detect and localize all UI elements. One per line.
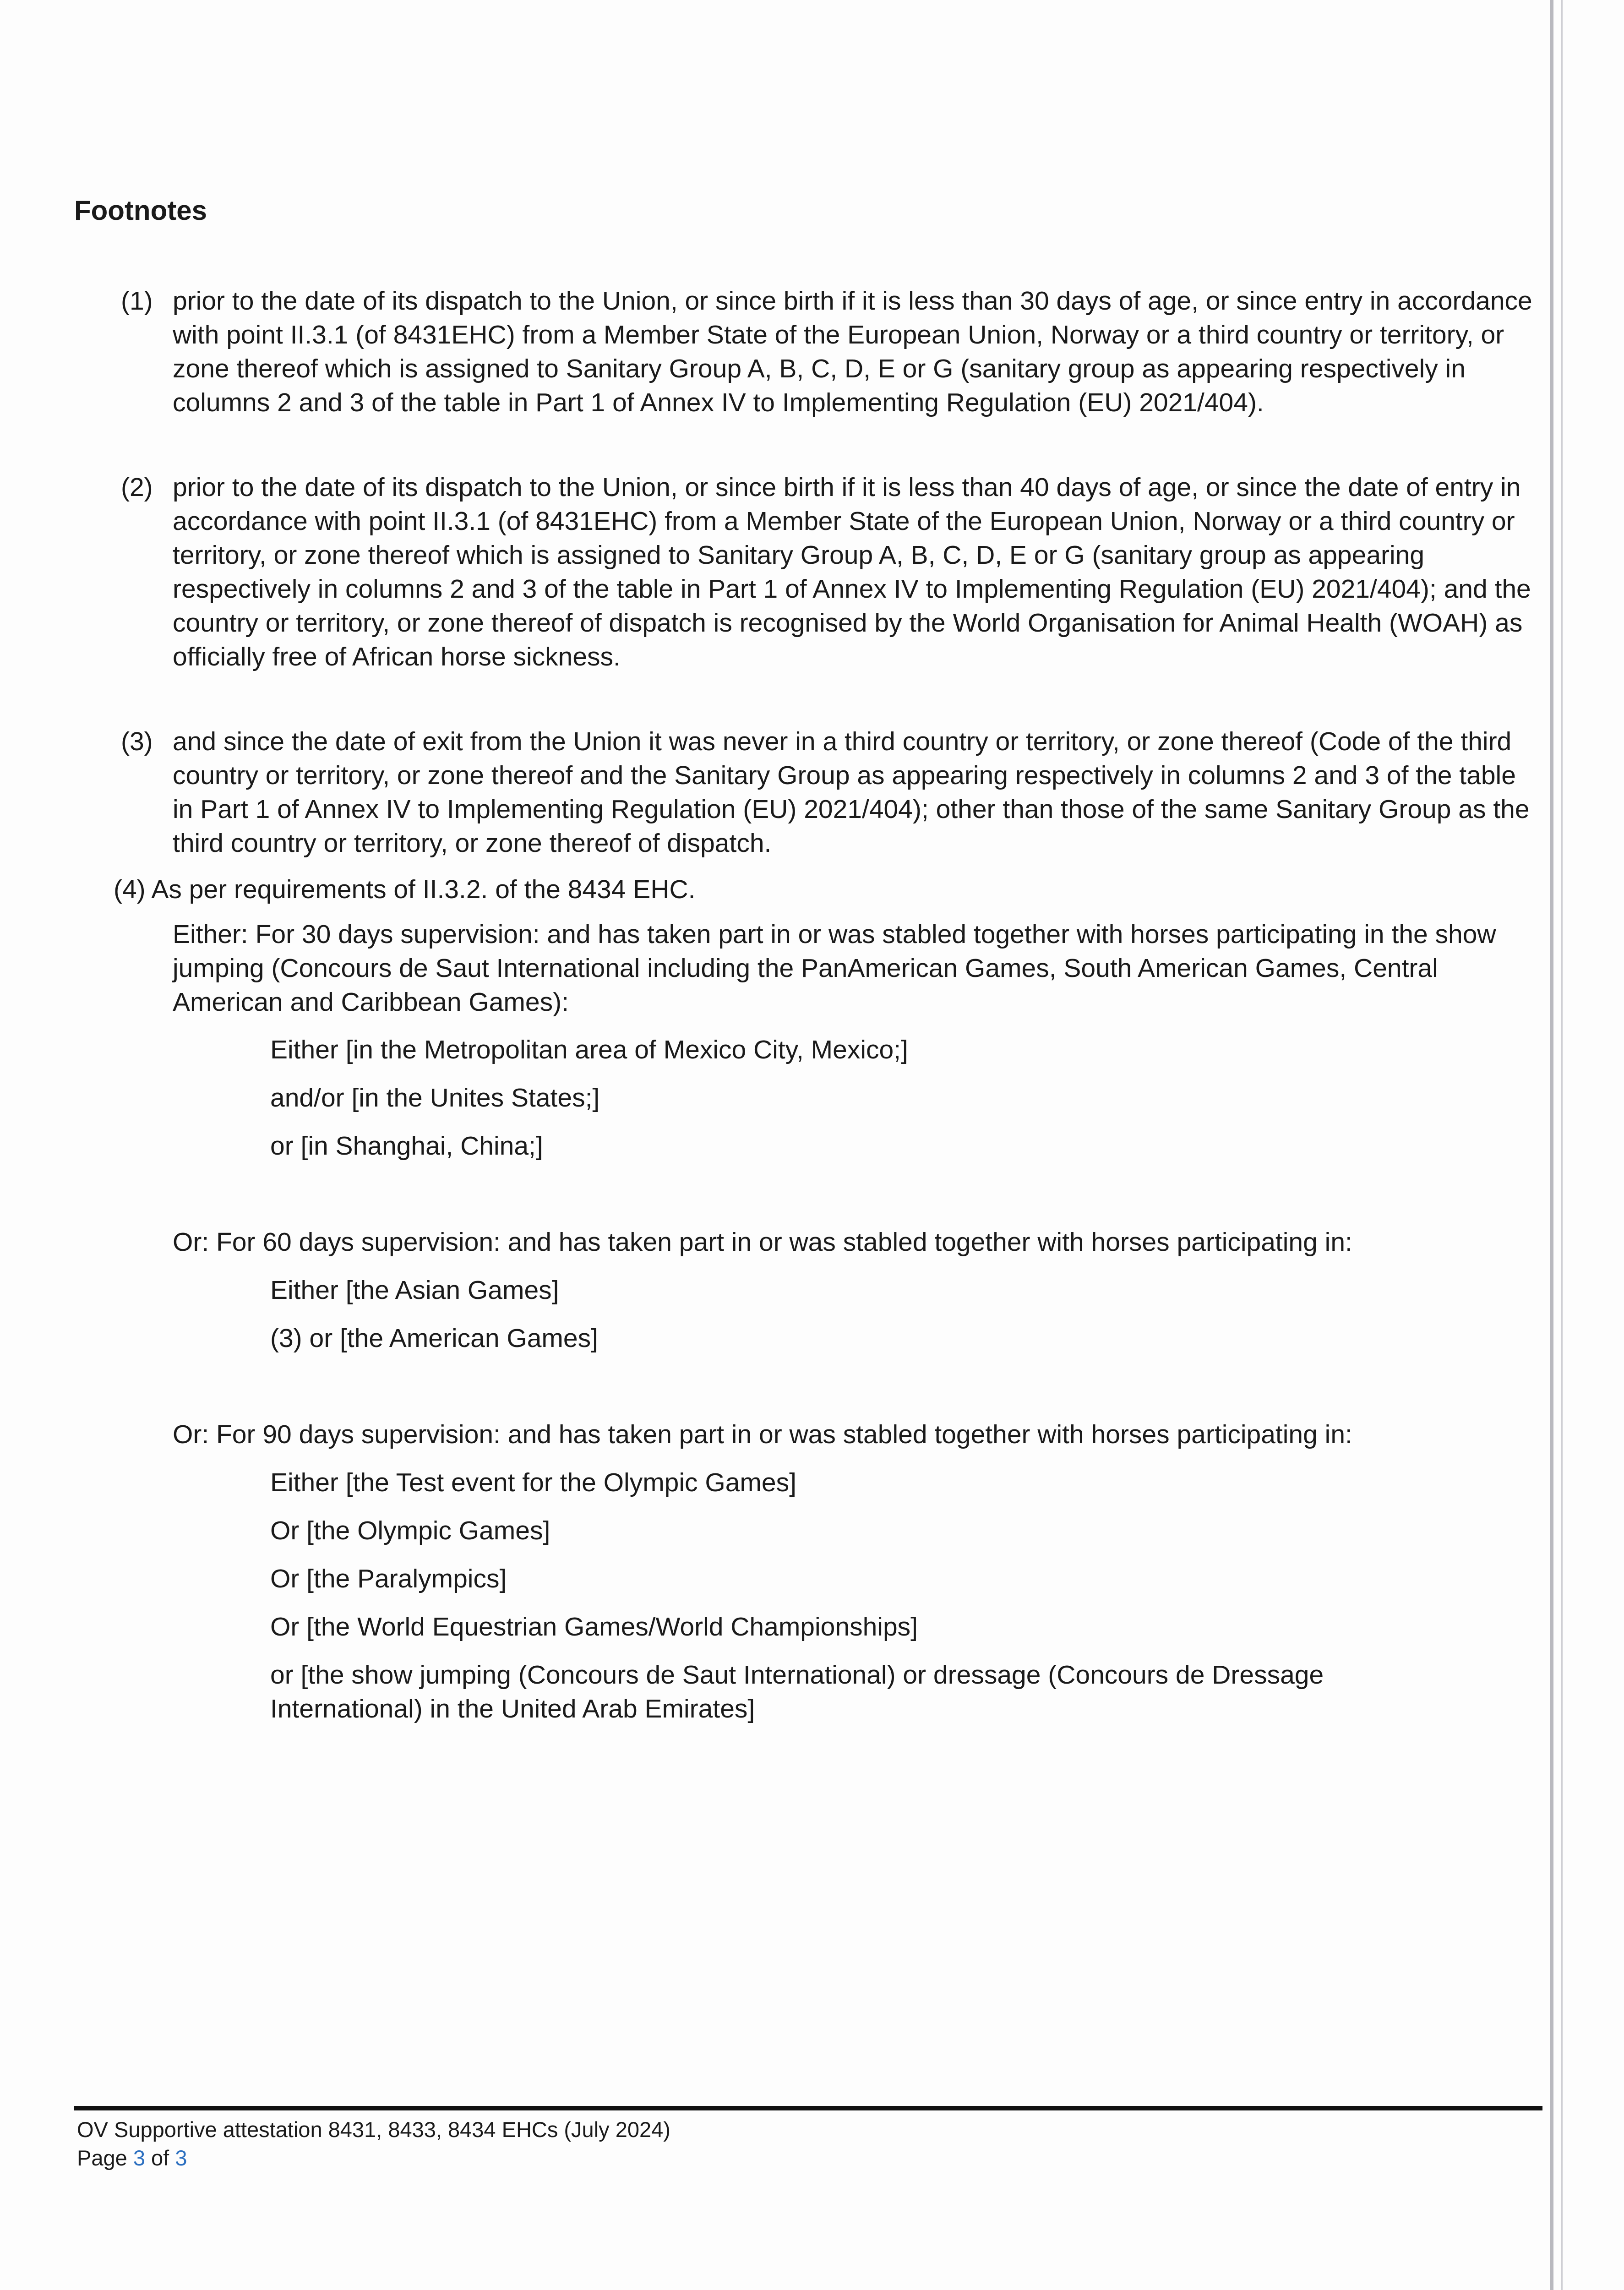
option-30-item: or [in Shanghai, China;] bbox=[270, 1131, 543, 1161]
option-90-days-text: Or: For 90 days supervision: and has taken part in or was stabled together with horses participating in: bbox=[173, 1420, 1352, 1449]
footer-document-title: OV Supportive attestation 8431, 8433, 8434 EHCs (July 2024) bbox=[77, 2117, 670, 2142]
footnote-text: and since the date of exit from the Union it was never in a third country or territory, or zone thereof (Code of the third country or territory, or zone thereof and the Sanitary Group as appearing respectively in columns 2 and 3 of the table in Part 1 of Annex IV to Implementing Regulation (EU) 2021/404); other than those of the same Sanitary Group as the third country or territory, or zone thereof of dispatch. bbox=[173, 727, 1530, 858]
footnote-marker: (2) bbox=[121, 473, 153, 502]
option-60-item: (3) or [the American Games] bbox=[270, 1324, 598, 1353]
option-90-item: or [the show jumping (Concours de Saut International) or dressage (Concours de Dressage International) in the United Arab Emirates] bbox=[270, 1660, 1324, 1723]
option-30-days-text: Either: For 30 days supervision: and has taken part in or was stabled together with horses participating in the show jumping (Concours de Saut International including the PanAmerican Games, South American Games, Central American and Caribbean Games): bbox=[173, 920, 1496, 1017]
option-30-item: and/or [in the Unites States;] bbox=[270, 1083, 600, 1112]
footnote-4-intro: (4) As per requirements of II.3.2. of the 8434 EHC. bbox=[114, 875, 696, 904]
footnote-text: prior to the date of its dispatch to the Union, or since birth if it is less than 40 days of age, or since the date of entry in accordance with point II.3.1 (of 8431EHC) from a Member State of the European Union, Norway or a third country or territory, or zone thereof which is assigned to Sanitary Group A, B, C, D, E or G (sanitary group as appearing respectively in columns 2 and 3 of the table in Part 1 of Annex IV to Implementing Regulation (EU) 2021/404); and the country or territory, or zone thereof of dispatch is recognised by the World Organisation for Animal Health (WOAH) as officially free of African horse sickness. bbox=[173, 473, 1531, 671]
footnote-text: prior to the date of its dispatch to the Union, or since birth if it is less than 30 days of age, or since entry in accordance with point II.3.1 (of 8431EHC) from a Member State of the European Union, Norway or a third country or territory, or zone thereof which is assigned to Sanitary Group A, B, C, D, E or G (sanitary group as appearing respectively in columns 2 and 3 of the table in Part 1 of Annex IV to Implementing Regulation (EU) 2021/404). bbox=[173, 286, 1532, 417]
footer-page-number bbox=[77, 2144, 187, 2172]
scan-edge-line bbox=[1550, 0, 1553, 2290]
option-90-item: Or [the World Equestrian Games/World Championships] bbox=[270, 1612, 918, 1641]
footer-rule bbox=[74, 2106, 1542, 2110]
footnote-marker: (1) bbox=[121, 286, 153, 316]
footnote-marker: (3) bbox=[121, 727, 153, 756]
option-90-item: Or [the Paralympics] bbox=[270, 1564, 507, 1593]
page-label: Page bbox=[77, 2146, 127, 2170]
page-of-label: of bbox=[151, 2146, 169, 2170]
scan-edge-line-inner bbox=[1561, 0, 1563, 2290]
option-90-item: Or [the Olympic Games] bbox=[270, 1516, 550, 1545]
option-90-item: Either [the Test event for the Olympic Games] bbox=[270, 1468, 796, 1497]
current-page: 3 bbox=[133, 2146, 145, 2170]
option-30-item: Either [in the Metropolitan area of Mexico City, Mexico;] bbox=[270, 1035, 908, 1064]
footnotes-heading: Footnotes bbox=[74, 195, 207, 226]
total-pages: 3 bbox=[175, 2146, 187, 2170]
option-60-item: Either [the Asian Games] bbox=[270, 1276, 559, 1305]
option-60-days-text: Or: For 60 days supervision: and has taken part in or was stabled together with horses participating in: bbox=[173, 1227, 1352, 1257]
